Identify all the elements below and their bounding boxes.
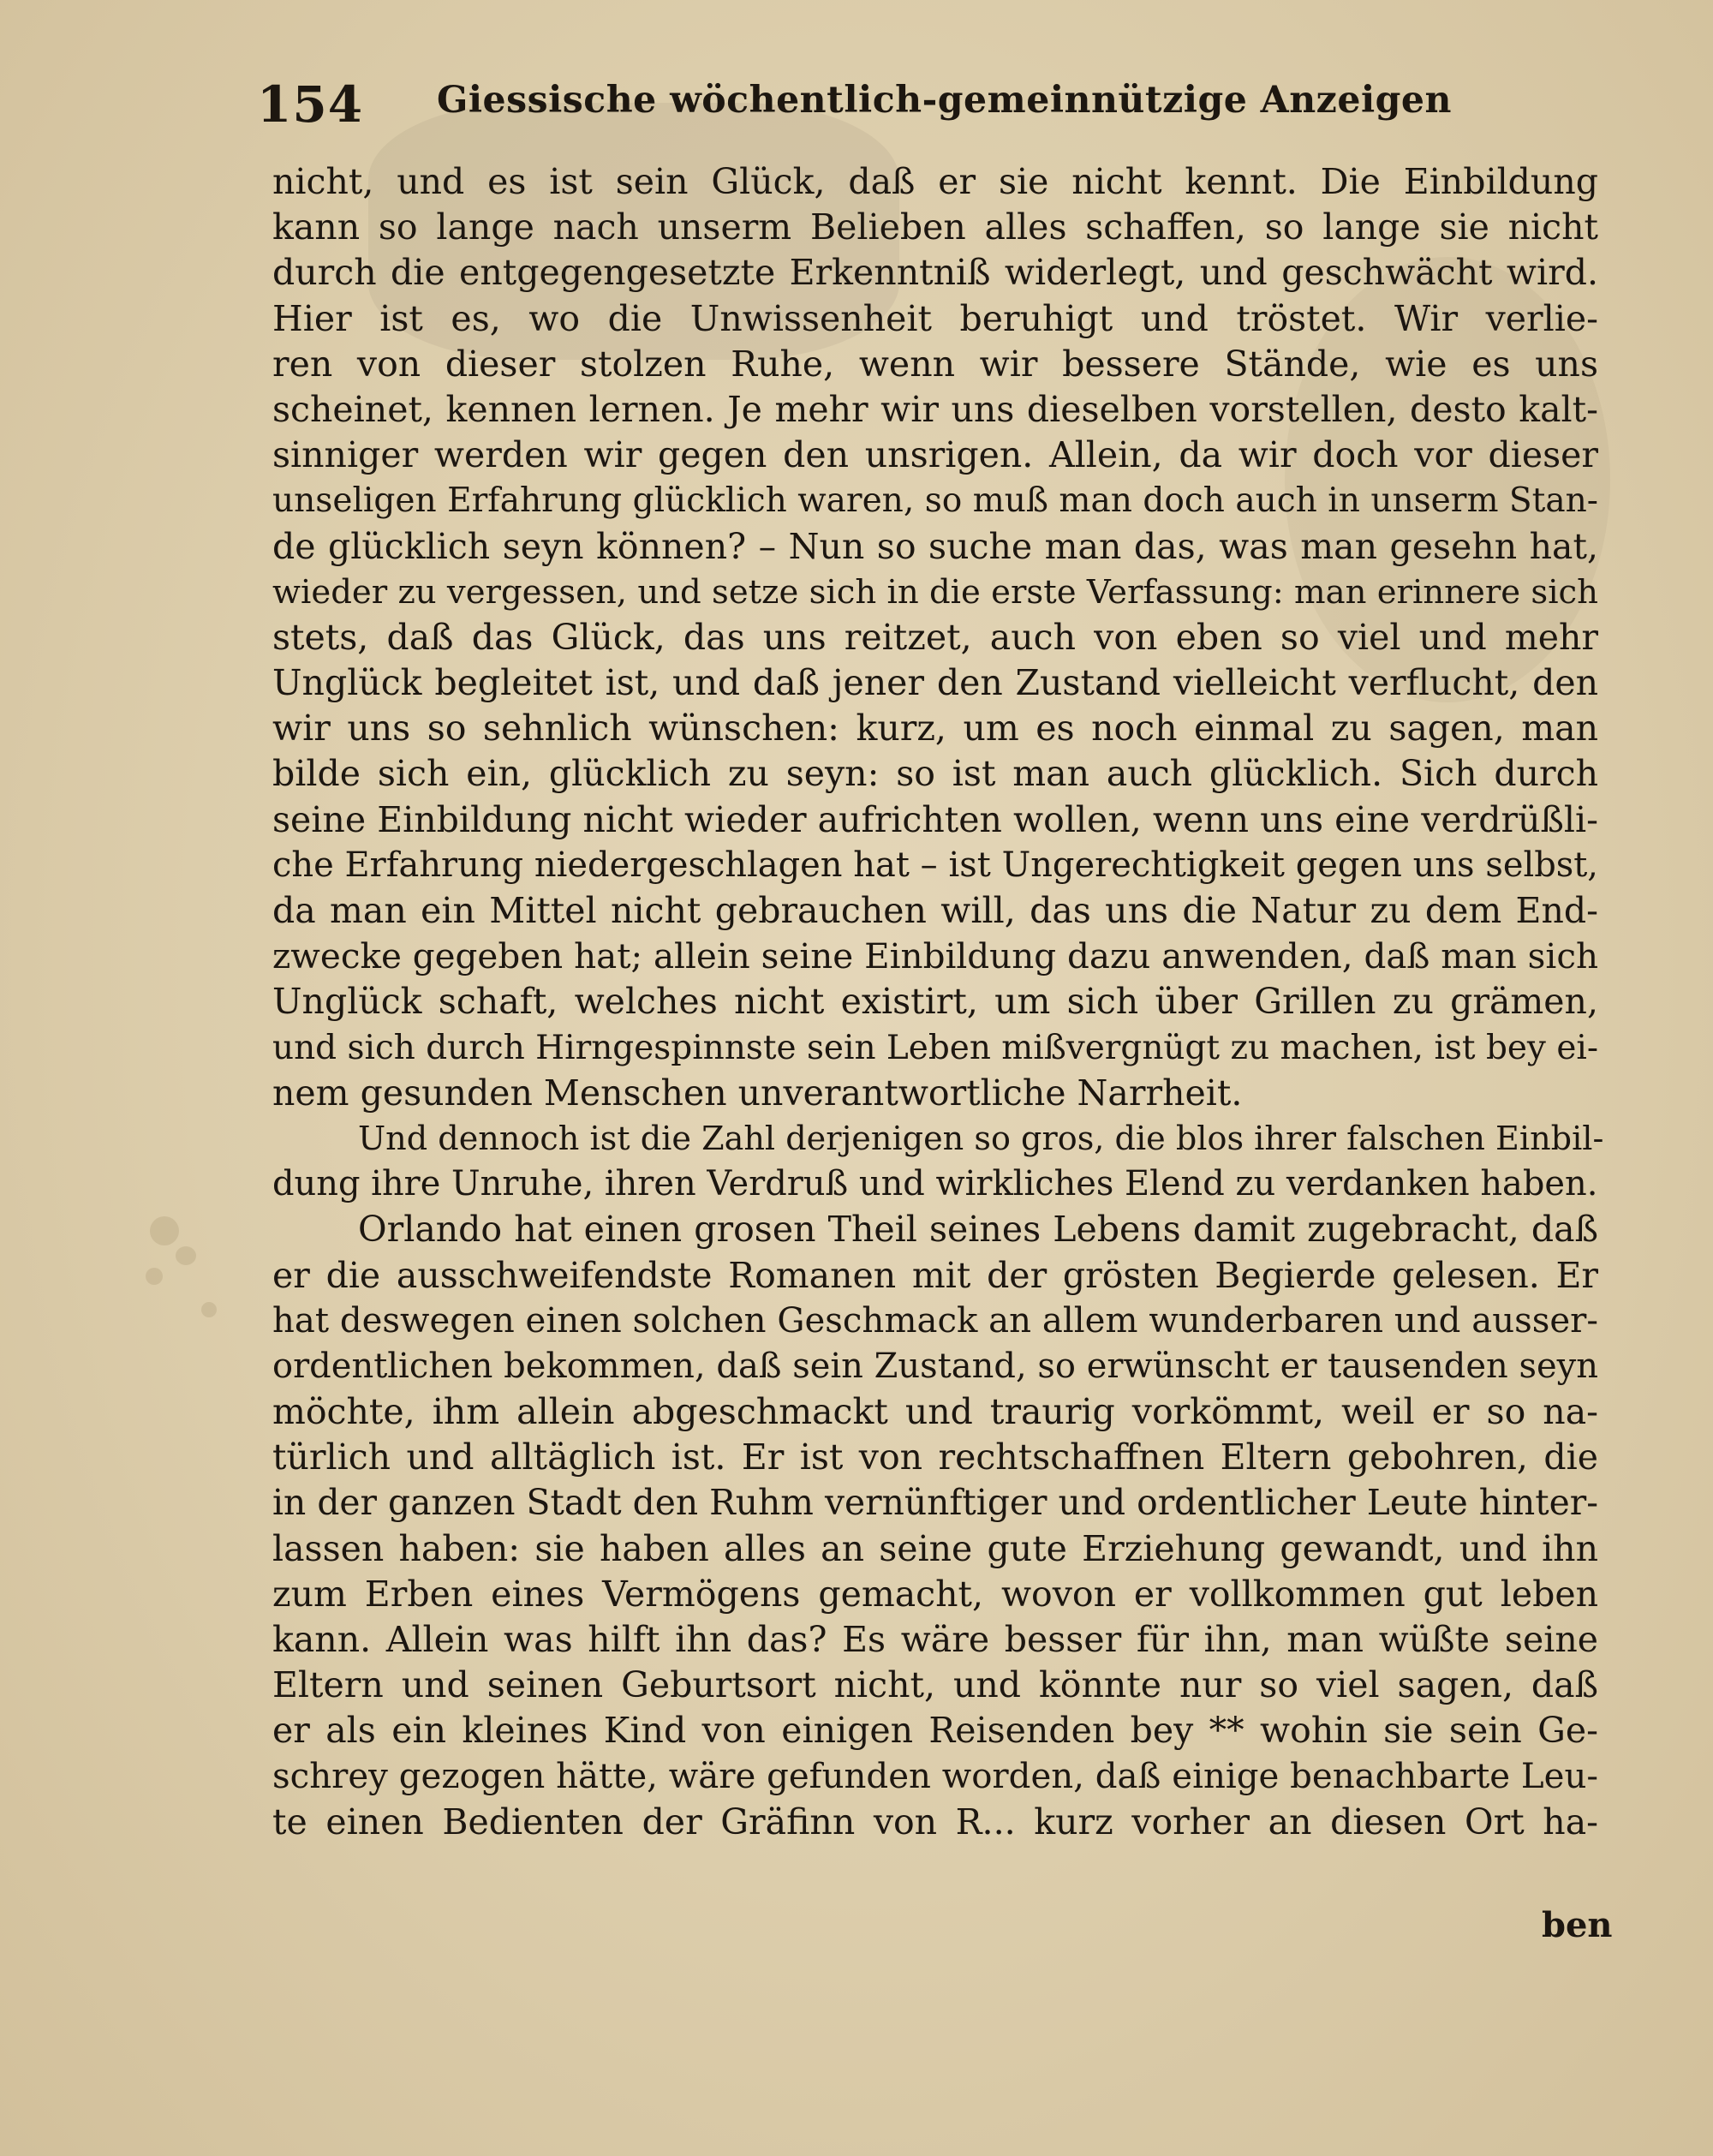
paper-stain	[176, 1246, 196, 1265]
paper-stain	[150, 1216, 179, 1245]
text-line: Hier ist es, wo die Unwissenheit beruhigt und tröstet. Wir verlie-	[272, 297, 1598, 339]
paragraph-end-line: nem gesunden Menschen unverantwortliche Narrheit.	[272, 1072, 1243, 1114]
text-line: zwecke gegeben hat; allein seine Einbildung dazu anwenden, daß man sich	[272, 935, 1598, 977]
text-line: wir uns so sehnlich wünschen: kurz, um es noch einmal zu sagen, man	[272, 708, 1598, 750]
text-line: möchte, ihm allein abgeschmackt und traurig vorkömmt, weil er so na-	[272, 1391, 1598, 1433]
page-number: 154	[257, 75, 364, 134]
paper-stain	[146, 1268, 163, 1285]
text-line: sinniger werden wir gegen den unsrigen. Allein, da wir doch vor dieser	[272, 434, 1598, 476]
text-line: Und dennoch ist die Zahl derjenigen so gros, die blos ihrer falschen Einbil-	[358, 1119, 1604, 1157]
text-line: wieder zu vergessen, und setze sich in die erste Verfassung: man erinnere sich	[272, 572, 1598, 612]
text-line: che Erfahrung niedergeschlagen hat – ist Ungerechtigkeit gegen uns selbst,	[272, 845, 1598, 885]
text-line: kann. Allein was hilft ihn das? Es wäre besser für ihn, man wüßte seine	[272, 1619, 1598, 1660]
text-line: da man ein Mittel nicht gebrauchen will, das uns die Natur zu dem End-	[272, 890, 1598, 931]
text-line: und sich durch Hirngespinnste sein Leben mißvergnügt zu machen, ist bey ei-	[272, 1028, 1598, 1067]
text-line: bilde sich ein, glücklich zu seyn: so ist man auch glücklich. Sich durch	[272, 753, 1598, 795]
text-line: nicht, und es ist sein Glück, daß er sie nicht kennt. Die Einbildung	[272, 161, 1598, 202]
text-line: scheinet, kennen lernen. Je mehr wir uns dieselben vorstellen, desto kalt-	[272, 388, 1598, 430]
paper-stain	[201, 1302, 217, 1317]
text-line: zum Erben eines Vermögens gemacht, wovon er vollkommen gut leben	[272, 1573, 1598, 1615]
text-line: Unglück begleitet ist, und daß jener den Zustand vielleicht verflucht, den	[272, 662, 1598, 704]
text-line: hat deswegen einen solchen Geschmack an allem wunderbaren und ausser-	[272, 1300, 1598, 1341]
text-line: er als ein kleines Kind von einigen Reisenden bey ** wohin sie sein Ge-	[272, 1710, 1598, 1752]
text-line: stets, daß das Glück, das uns reitzet, auch von eben so viel und mehr	[272, 616, 1598, 658]
text-line: de glücklich seyn können? – Nun so suche man das, was man gesehn hat,	[272, 525, 1598, 567]
text-line: durch die entgegengesetzte Erkenntniß widerlegt, und geschwächt wird.	[272, 252, 1598, 294]
text-line: ren von dieser stolzen Ruhe, wenn wir bessere Stände, wie es uns	[272, 343, 1598, 385]
text-line: türlich und alltäglich ist. Er ist von rechtschaffnen Eltern gebohren, die	[272, 1436, 1598, 1478]
text-line: seine Einbildung nicht wieder aufrichten wollen, wenn uns eine verdrüßli-	[272, 798, 1598, 840]
text-line: ordentlichen bekommen, daß sein Zustand, so erwünscht er tausenden seyn	[272, 1346, 1598, 1386]
page-header	[257, 75, 1452, 144]
body-text	[272, 159, 1609, 1845]
text-line: in der ganzen Stadt den Ruhm vernünftiger und ordentlicher Leute hinter-	[272, 1482, 1598, 1524]
text-line: kann so lange nach unserm Belieben alles schaffen, so lange sie nicht	[272, 206, 1598, 248]
text-line: Unglück schaft, welches nicht existirt, um sich über Grillen zu grämen,	[272, 981, 1598, 1023]
text-line: Eltern und seinen Geburtsort nicht, und könnte nur so viel sagen, daß	[272, 1664, 1598, 1706]
text-line: schrey gezogen hätte, wäre gefunden worden, daß einige benachbarte Leu-	[272, 1756, 1598, 1796]
text-line: te einen Bedienten der Gräfinn von R... kurz vorher an diesen Ort ha-	[272, 1801, 1598, 1842]
text-line: unseligen Erfahrung glücklich waren, so muß man doch auch in unserm Stan-	[272, 481, 1598, 521]
text-line: lassen haben: sie haben alles an seine gute Erziehung gewandt, und ihn	[272, 1527, 1598, 1569]
catchword: ben	[1542, 1905, 1613, 1945]
text-line: er die ausschweifendste Romanen mit der grösten Begierde gelesen. Er	[272, 1254, 1598, 1296]
running-head: Giessische wöchentlich-gemeinnützige Anzeigen	[437, 79, 1452, 122]
paragraph-end-line: dung ihre Unruhe, ihren Verdruß und wirkliches Elend zu verdanken haben.	[272, 1164, 1598, 1204]
text-line: Orlando hat einen grosen Theil seines Lebens damit zugebracht, daß	[358, 1209, 1598, 1251]
